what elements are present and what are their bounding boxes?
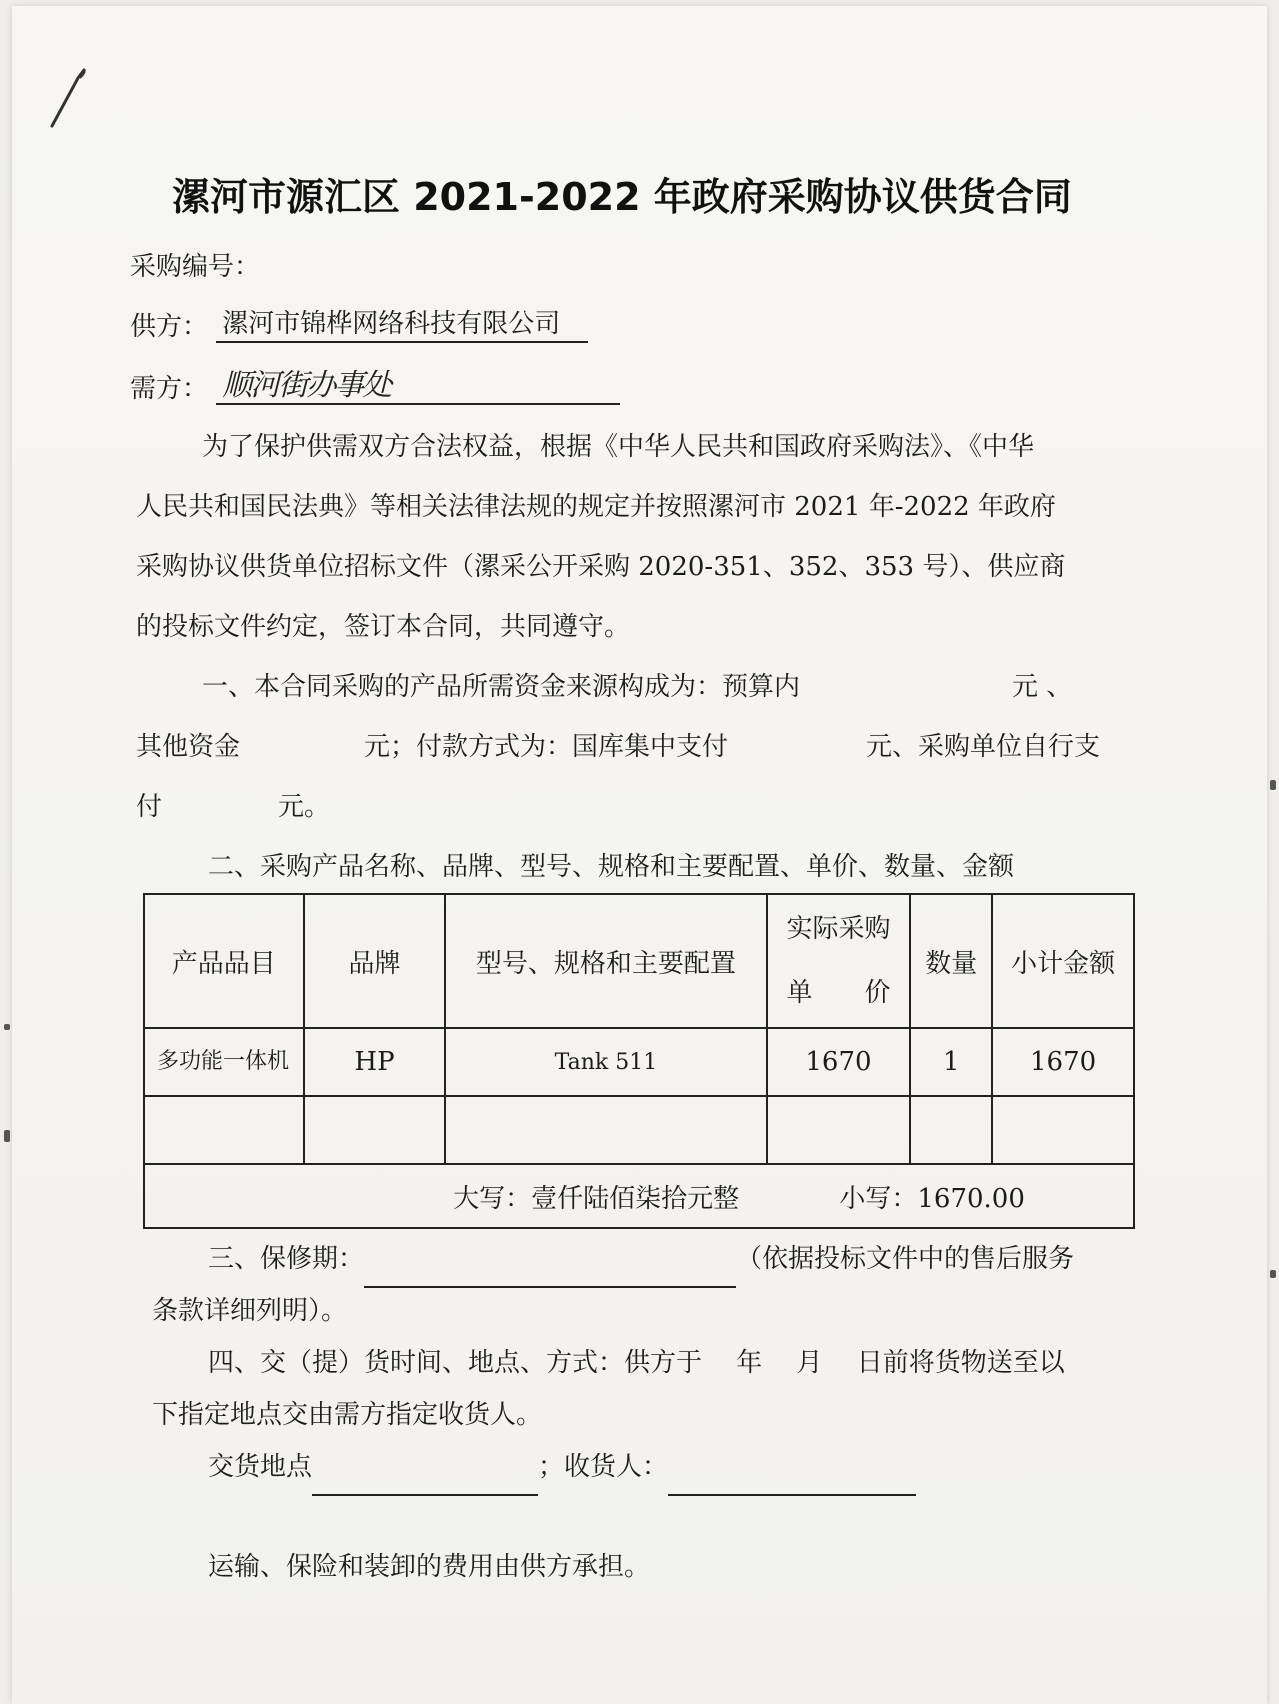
header-model: 型号、规格和主要配置 [445,894,766,1028]
warranty-blank [364,1256,736,1288]
table-row-empty [144,1096,1134,1164]
scan-speck [4,1130,10,1142]
header-qty: 数量 [910,894,992,1028]
supplier-label: 供方： [130,312,209,342]
row-qty: 1 [910,1028,992,1096]
payment-method-text: 元；付款方式为：国库集中支付 [364,732,729,762]
section1-yuan-1: 元 、 [1012,672,1073,702]
section3-line1 [208,1230,1074,1288]
header-item: 产品品目 [144,894,304,1028]
self-pay-text: 元、采购单位自行支 [866,732,1101,762]
section3-line2: 条款详细列明）。 [152,1296,348,1326]
pay-yuan: 元。 [278,792,331,822]
other-funds-label: 其他资金 [136,732,241,762]
section4-line1: 四、交（提）货时间、地点、方式：供方于 年 月 日前将货物送至以 [208,1348,1065,1378]
header-unit-price [767,894,911,1028]
buyer-label: 需方： [130,374,209,404]
buyer-name-handwritten: 顺河街办事处 [216,369,620,405]
supplier-line [130,306,588,343]
product-table [143,893,1135,1229]
row-price: 1670 [767,1028,911,1096]
section2-title: 二、采购产品名称、品牌、型号、规格和主要配置、单价、数量、金额 [208,852,1015,882]
table-total-row [144,1164,1134,1228]
total-in-figures: 小写：1670.00 [839,1183,1025,1214]
delivery-place-blank [312,1464,538,1496]
row-item: 多功能一体机 [144,1028,304,1096]
row-model: Tank 511 [445,1028,766,1096]
total-in-words: 大写：壹仟陆佰柒拾元整 [453,1183,740,1214]
header-subtotal: 小计金额 [992,894,1134,1028]
delivery-place-label: 交货地点 [208,1452,313,1482]
receiver-label: ；收货人： [538,1452,669,1482]
buyer-line [130,368,620,405]
intro-line-2: 人民共和国民法典》等相关法律法规的规定并按照漯河市 2021 年-2022 年政府 [136,492,1056,522]
row-subtotal: 1670 [992,1028,1134,1096]
handwritten-slash-mark [42,64,102,134]
procurement-no-label: 采购编号： [130,252,261,282]
pay-label: 付 [136,792,163,822]
scan-speck [1270,1270,1276,1278]
warranty-note: （依据投标文件中的售后服务 [736,1244,1075,1274]
header-brand: 品牌 [304,894,446,1028]
supplier-name: 漯河市锦桦网络科技有限公司 [216,307,588,343]
table-row [144,1028,1134,1096]
intro-line-4: 的投标文件约定，签订本合同，共同遵守。 [136,612,631,642]
scan-speck [4,1024,10,1030]
header-unit-price-line2: 单 价 [786,978,891,1008]
transport-note: 运输、保险和装卸的费用由供方承担。 [208,1552,651,1582]
intro-line-3: 采购协议供货单位招标文件（漯采公开采购 2020-351、352、353 号）、供应商 [136,552,1066,582]
contract-title: 漯河市源汇区 2021-2022 年政府采购协议供货合同 [172,175,1072,219]
scan-speck [1270,780,1276,790]
funding-budget-label: 一、本合同采购的产品所需资金来源构成为：预算内 [202,672,801,702]
warranty-label: 三、保修期： [208,1244,365,1274]
header-unit-price-line1: 实际采购 [786,914,891,944]
document-page [12,6,1267,1704]
section1-line1 [202,658,800,716]
total-cell [144,1164,1134,1228]
section4-line2: 下指定地点交由需方指定收货人。 [152,1400,543,1430]
table-header-row [144,894,1134,1028]
receiver-blank [668,1464,916,1496]
intro-line-1: 为了保护供需双方合法权益，根据《中华人民共和国政府采购法》、《中华 [202,432,1035,462]
delivery-line [208,1438,916,1496]
row-brand: HP [304,1028,446,1096]
